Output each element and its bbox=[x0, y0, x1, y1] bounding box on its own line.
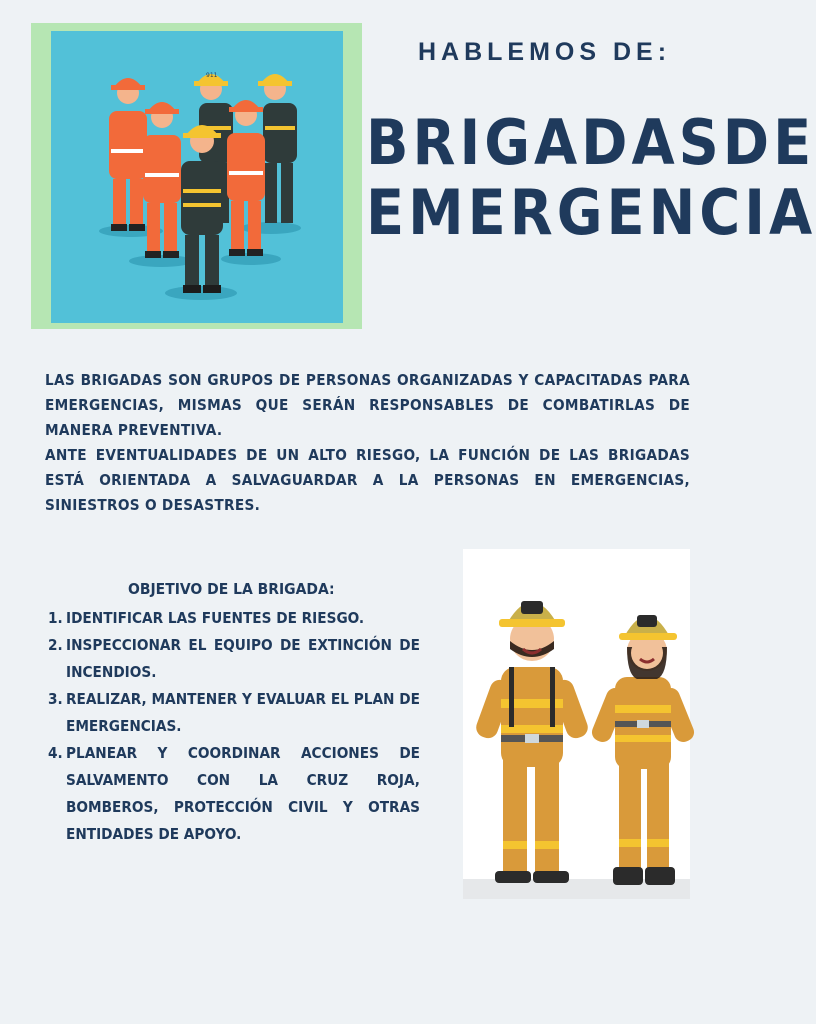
title-line-1: BRIGADASDE bbox=[366, 106, 816, 179]
intro-text bbox=[45, 368, 690, 518]
svg-text:911: 911 bbox=[206, 72, 218, 79]
team-illustration-frame bbox=[31, 23, 362, 329]
intro-paragraph-1: LAS BRIGADAS SON GRUPOS DE PERSONAS ORGANIZADAS Y CAPACITADAS PARA EMERGENCIAS, MISMAS QUE SERÁN RESPONSABLES DE COMBATIRLAS DE MANERA PREVENTIVA. bbox=[45, 371, 690, 439]
kicker-heading: HABLEMOS DE: bbox=[418, 38, 672, 66]
firefighter-team-image bbox=[51, 31, 343, 323]
objective-number: 4. bbox=[48, 744, 63, 762]
objective-number: 1. bbox=[48, 609, 63, 627]
objective-item bbox=[48, 632, 420, 686]
intro-paragraph-2: ANTE EVENTUALIDADES DE UN ALTO RIESGO, LA FUNCIÓN DE LAS BRIGADAS ESTÁ ORIENTADA A SALVAGUARDAR A LA PERSONAS EN EMERGENCIAS, SINIESTROS O DESASTRES. bbox=[45, 446, 690, 514]
objective-item bbox=[48, 740, 420, 848]
objectives-list bbox=[48, 605, 420, 848]
firefighters-illustration bbox=[463, 549, 690, 899]
title-line-2: EMERGENCIA bbox=[366, 176, 816, 249]
objective-text: IDENTIFICAR LAS FUENTES DE RIESGO. bbox=[66, 609, 365, 627]
objective-number: 3. bbox=[48, 690, 63, 708]
objective-text: INSPECCIONAR EL EQUIPO DE EXTINCIÓN DE INCENDIOS. bbox=[66, 636, 420, 681]
objective-item bbox=[48, 605, 420, 632]
objective-item bbox=[48, 686, 420, 740]
objectives-heading: OBJETIVO DE LA BRIGADA: bbox=[128, 580, 335, 598]
objective-number: 2. bbox=[48, 636, 63, 654]
page-title bbox=[366, 106, 816, 249]
team-illustration bbox=[51, 31, 343, 323]
two-firefighters-image bbox=[463, 549, 690, 899]
objective-text: PLANEAR Y COORDINAR ACCIONES DE SALVAMENTO CON LA CRUZ ROJA, BOMBEROS, PROTECCIÓN CIVIL Y OTRAS ENTIDADES DE APOYO. bbox=[66, 744, 420, 843]
objective-text: REALIZAR, MANTENER Y EVALUAR EL PLAN DE EMERGENCIAS. bbox=[66, 690, 420, 735]
